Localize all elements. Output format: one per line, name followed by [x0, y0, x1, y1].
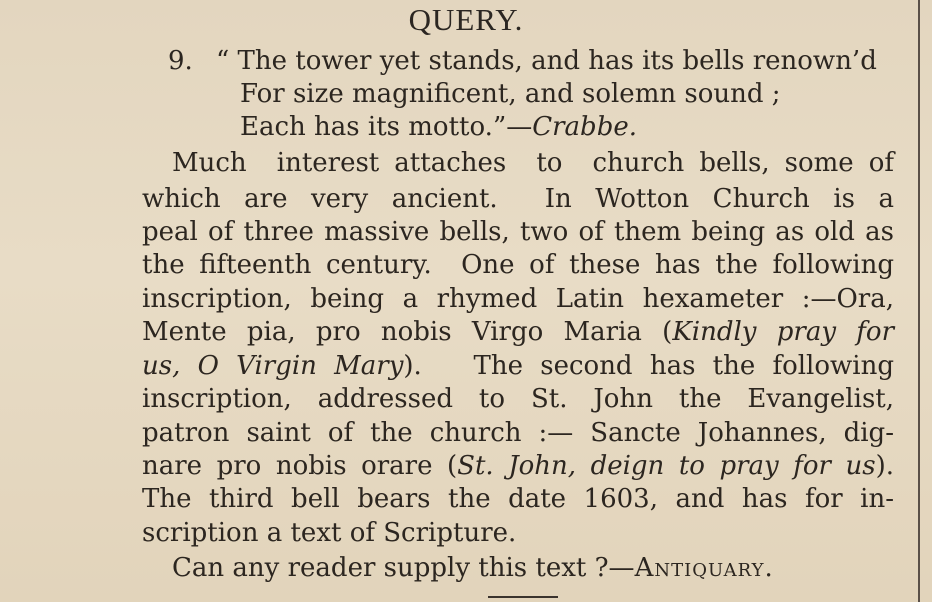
body-line-10-text-b: ). [875, 451, 894, 481]
poem-line-2: For size magnificent, and solemn sound ; [240, 79, 781, 109]
body-line-4: the fifteenth century. One of these has the following [142, 250, 894, 280]
translation-1a: Kindly pray for [672, 317, 894, 347]
query-heading: QUERY. [408, 2, 524, 37]
translation-1b: us, O Virgin Mary [142, 351, 404, 381]
closing-question: Can any reader supply this text ?— [172, 553, 635, 583]
body-line-6-text: Mente pia, pro nobis Virgo Maria ( [142, 317, 673, 347]
body-line-3: peal of three massive bells, two of them being as old as [142, 217, 894, 247]
translation-2: St. John, deign to pray for us [457, 451, 876, 481]
body-line-12: scription a text of Scripture. [142, 518, 517, 548]
column-rule [918, 0, 920, 602]
bottom-rule [488, 596, 558, 598]
body-line-9: patron saint of the church :— Sancte Johannes, dig- [142, 418, 894, 448]
poem-line-3-text: Each has its motto.”— [240, 112, 533, 142]
body-line-10 [142, 449, 894, 483]
body-line-7 [142, 349, 894, 383]
body-line-1: Much interest attaches to church bells, some of [172, 148, 894, 178]
body-line-7-text: ). The second has the following [403, 351, 894, 381]
poem-line-3 [240, 110, 637, 144]
body-line-11: The third bell bears the date 1603, and has for in- [142, 484, 894, 514]
body-line-5: inscription, being a rhymed Latin hexameter :—Ora, [142, 284, 894, 314]
body-line-8: inscription, addressed to St. John the Evangelist, [142, 384, 894, 414]
query-number: 9. [168, 46, 193, 76]
poem-line-1: “ The tower yet stands, and has its bells renown’d [216, 46, 877, 76]
body-line-2: which are very ancient. In Wotton Church is a [142, 184, 894, 214]
body-line-10-text-a: nare pro nobis orare ( [142, 451, 458, 481]
body-line-6 [142, 315, 894, 349]
signature: Antiquary. [634, 553, 774, 583]
poem-author: Crabbe. [532, 112, 637, 142]
body-line-13 [172, 551, 774, 585]
